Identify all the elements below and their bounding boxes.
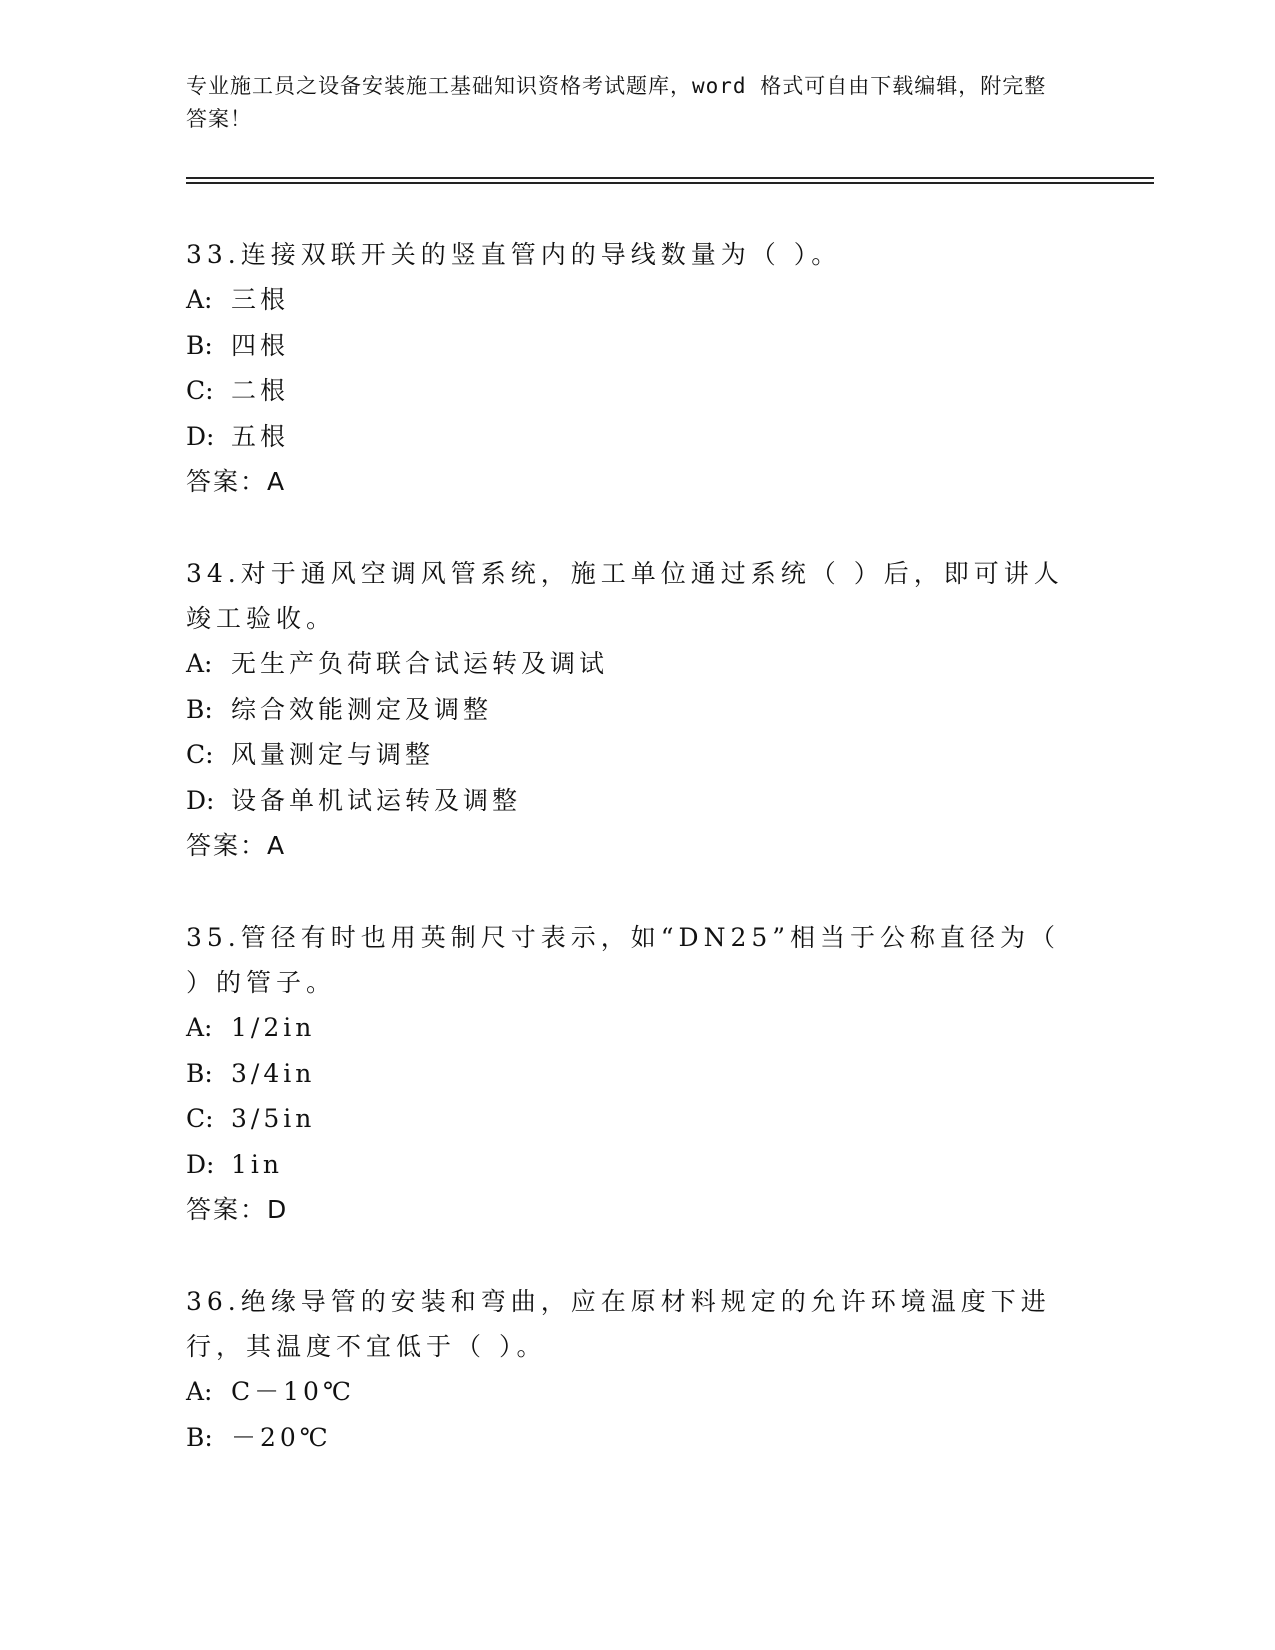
document-header: 专业施工员之设备安装施工基础知识资格考试题库，word 格式可自由下载编辑，附完整答案！ xyxy=(186,74,1047,131)
option-letter: C: xyxy=(186,376,214,405)
question-36 xyxy=(186,1279,1076,1460)
option-b xyxy=(186,323,1076,369)
option-letter: A: xyxy=(186,285,213,314)
question-35 xyxy=(186,915,1076,1233)
option-a xyxy=(186,1005,1076,1051)
option-b xyxy=(186,1415,1076,1461)
option-a xyxy=(186,277,1076,323)
option-text: 风量测定与调整 xyxy=(231,740,435,769)
question-33 xyxy=(186,232,1076,505)
option-a xyxy=(186,641,1076,687)
option-letter: B: xyxy=(186,694,213,724)
option-letter: D: xyxy=(186,421,215,451)
question-34 xyxy=(186,551,1076,869)
answer-label: 答案：A xyxy=(186,467,287,496)
option-text: 3/4in xyxy=(231,1058,316,1088)
option-letter: B: xyxy=(186,1422,213,1452)
header-divider-bottom xyxy=(186,182,1154,184)
option-text: 二根 xyxy=(231,376,290,405)
header-divider-top xyxy=(186,177,1154,179)
question-text: 35.管径有时也用英制尺寸表示，如“DN25”相当于公称直径为（ ）的管子。 xyxy=(186,923,1061,997)
option-c xyxy=(186,732,1076,778)
option-text: －20℃ xyxy=(231,1422,332,1452)
option-letter: B: xyxy=(186,1058,213,1088)
option-letter: A: xyxy=(186,1013,213,1042)
option-text: 3/5in xyxy=(231,1104,316,1133)
option-text: 1/2in xyxy=(231,1013,316,1042)
option-text: 1in xyxy=(231,1149,284,1179)
option-d xyxy=(186,1142,1076,1188)
option-letter: D: xyxy=(186,1149,215,1179)
option-text: C－10℃ xyxy=(231,1377,355,1406)
option-d xyxy=(186,414,1076,460)
option-a xyxy=(186,1369,1076,1415)
option-letter: D: xyxy=(186,785,215,815)
option-letter: B: xyxy=(186,330,213,360)
option-letter: A: xyxy=(186,1377,213,1406)
option-letter: C: xyxy=(186,1104,214,1133)
option-b xyxy=(186,687,1076,733)
option-c xyxy=(186,368,1076,414)
option-b xyxy=(186,1051,1076,1097)
question-text: 36.绝缘导管的安装和弯曲，应在原材料规定的允许环境温度下进行，其温度不宜低于（ ）。 xyxy=(186,1287,1051,1361)
option-letter: C: xyxy=(186,740,214,769)
answer-label: 答案：D xyxy=(186,1195,289,1224)
option-text: 四根 xyxy=(231,330,290,360)
option-d xyxy=(186,778,1076,824)
question-list xyxy=(186,232,1076,1506)
option-text: 综合效能测定及调整 xyxy=(231,694,493,724)
option-text: 设备单机试运转及调整 xyxy=(231,785,522,815)
option-letter: A: xyxy=(186,649,213,678)
option-text: 无生产负荷联合试运转及调试 xyxy=(231,649,609,678)
question-text: 34.对于通风空调风管系统，施工单位通过系统（ ）后，即可讲人竣工验收。 xyxy=(186,559,1064,633)
option-text: 三根 xyxy=(231,285,290,314)
question-text: 33.连接双联开关的竖直管内的导线数量为（ ）。 xyxy=(186,240,842,269)
option-c xyxy=(186,1096,1076,1142)
option-text: 五根 xyxy=(231,421,290,451)
answer-label: 答案：A xyxy=(186,831,287,860)
